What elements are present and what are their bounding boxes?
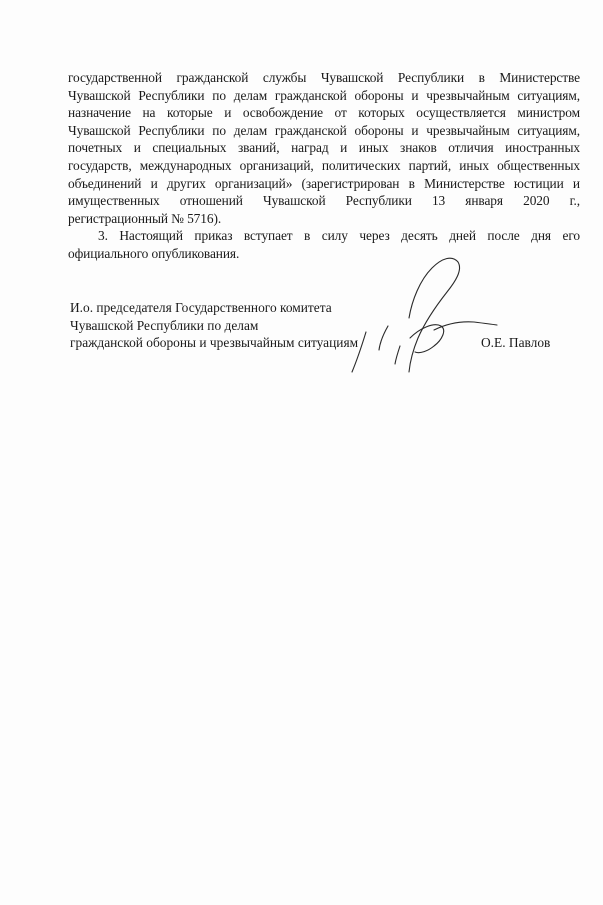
paragraph-line: государственной гражданской службы Чувашской Республики в Министерстве: [68, 70, 580, 85]
paragraph-line: регистрационный № 5716).: [68, 210, 222, 226]
paragraph-line: назначение на которые и освобождение от которых осуществляется министром: [68, 105, 580, 121]
position-line: гражданской обороны и чрезвычайным ситуациям: [70, 335, 359, 351]
signatory-name: О.Е. Павлов: [481, 335, 551, 350]
clause-3-line: официального опубликования.: [68, 245, 240, 261]
signatory-position: [70, 299, 358, 352]
paragraph-line: Чувашской Республики по делам гражданской обороны и чрезвычайным ситуациям,: [68, 87, 580, 103]
paragraph-line: объединений и других организаций» (зарегистрирован в Министерстве юстиции и: [68, 175, 580, 191]
position-line: И.о. председателя Государственного комитета: [70, 300, 332, 315]
paragraph-line: государств, международных организаций, политических партий, иных общественных: [68, 157, 580, 173]
document-body: [68, 69, 580, 263]
paragraph-line: Чувашской Республики по делам гражданской обороны и чрезвычайным ситуациям,: [68, 122, 580, 138]
clause-3-line: 3. Настоящий приказ вступает в силу через десять дней после дня его: [98, 228, 580, 244]
paragraph-line: почетных и специальных званий, наград и иных знаков отличия иностранных: [68, 140, 580, 156]
paragraph-line: имущественных отношений Чувашской Республики 13 января 2020 г.,: [68, 193, 580, 209]
position-line: Чувашской Республики по делам: [70, 317, 259, 333]
